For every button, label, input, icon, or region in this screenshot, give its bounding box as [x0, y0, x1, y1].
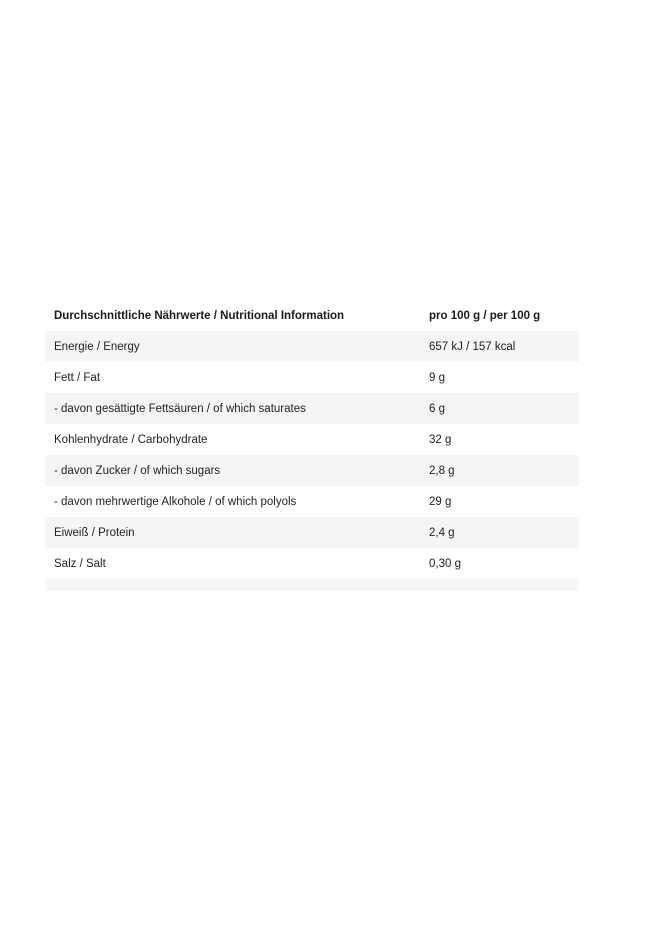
- nutrient-name: Kohlenhydrate / Carbohydrate: [45, 424, 420, 455]
- nutrient-value: 9 g: [420, 362, 579, 393]
- table-row: [45, 331, 579, 362]
- header-nutrient: Durchschnittliche Nährwerte / Nutritional Information: [54, 309, 345, 322]
- header-per-100g: pro 100 g / per 100 g: [429, 309, 541, 322]
- nutrient-name: Energie / Energy: [45, 331, 420, 362]
- empty-cell: [420, 579, 579, 591]
- nutrient-name: - davon gesättigte Fettsäuren / of which saturates: [45, 393, 420, 424]
- header-row: [45, 300, 579, 331]
- table-row: [45, 362, 579, 393]
- nutrient-value: 2,4 g: [420, 517, 579, 548]
- nutrient-value: 32 g: [420, 424, 579, 455]
- nutrient-value: 2,8 g: [420, 455, 579, 486]
- table-row: [45, 548, 579, 579]
- table-row: [45, 486, 579, 517]
- nutrition-table: [45, 300, 579, 591]
- table-row-empty: [45, 579, 579, 591]
- nutrient-value: 29 g: [420, 486, 579, 517]
- nutrient-value: 6 g: [420, 393, 579, 424]
- nutrient-value: 657 kJ / 157 kcal: [420, 331, 579, 362]
- table-row: [45, 517, 579, 548]
- nutrient-name: Eiweiß / Protein: [45, 517, 420, 548]
- nutrient-name: - davon mehrwertige Alkohole / of which polyols: [45, 486, 420, 517]
- table-header: [45, 300, 579, 331]
- nutrient-name: Salz / Salt: [45, 548, 420, 579]
- table-row: [45, 455, 579, 486]
- empty-cell: [45, 579, 420, 591]
- table-row: [45, 424, 579, 455]
- table-body: [45, 331, 579, 591]
- nutrient-value: 0,30 g: [420, 548, 579, 579]
- table-row: [45, 393, 579, 424]
- nutrient-name: - davon Zucker / of which sugars: [45, 455, 420, 486]
- nutrient-name: Fett / Fat: [45, 362, 420, 393]
